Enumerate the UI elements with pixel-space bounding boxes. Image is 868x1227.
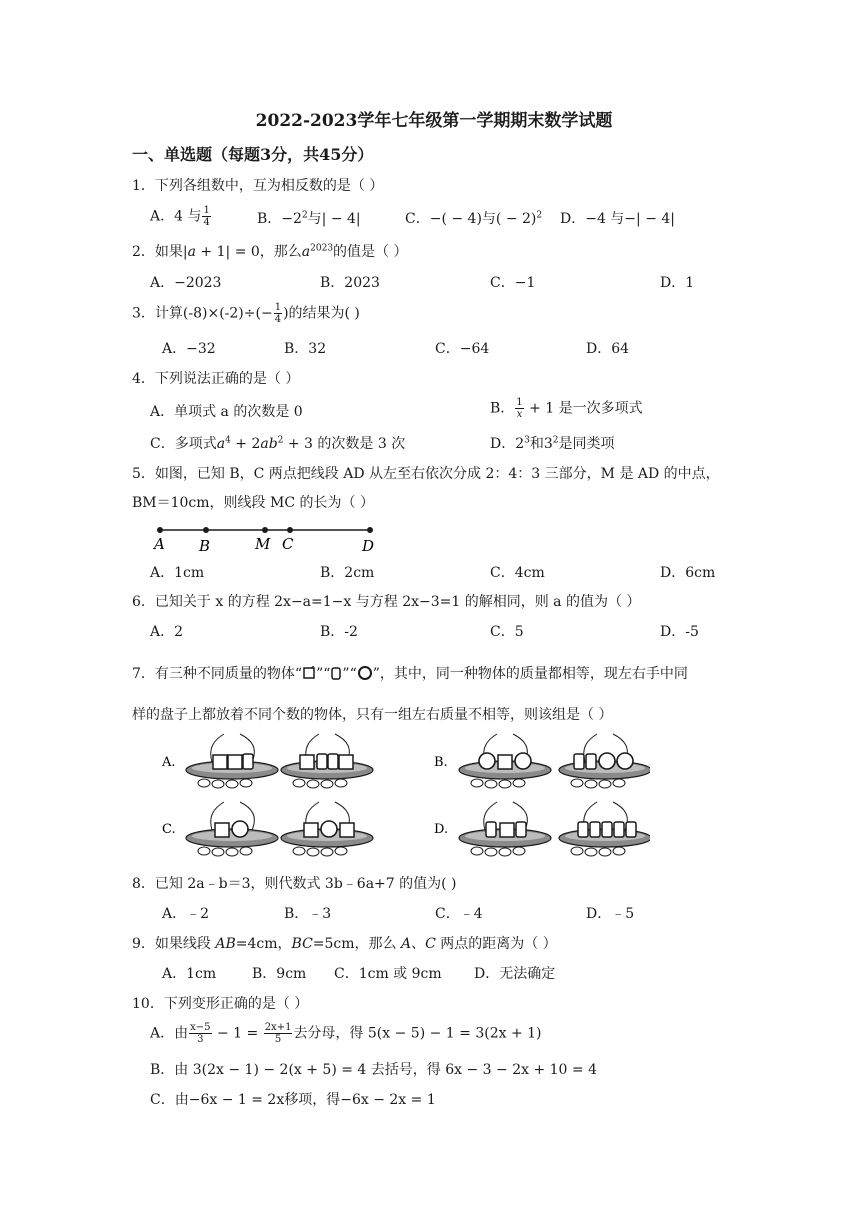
question-3-stem: 3．计算(-8)×(-2)÷(− $\frac{1}{4}$ )的结果为( ) — [132, 302, 360, 325]
plate-d-left — [459, 802, 551, 856]
label-b: B — [199, 537, 211, 554]
cylinder-icon — [330, 666, 342, 680]
question-5-option-a: A．1cm — [150, 565, 205, 581]
question-5-option-d: D．6cm — [660, 565, 716, 581]
label-m: M — [255, 535, 271, 553]
question-6-option-c: C．5 — [490, 624, 524, 640]
plate-a-left — [186, 734, 278, 788]
plate-b-left — [459, 734, 551, 788]
plate-c-right — [281, 802, 373, 856]
question-2-option-a: A．−2023 — [150, 275, 222, 291]
question-3-option-b: B．32 — [284, 341, 327, 357]
question-8-option-d: D．﹣5 — [586, 906, 635, 922]
question-2-option-d: D．1 — [660, 275, 695, 291]
figure-label-a: A. — [162, 755, 176, 770]
sphere-icon — [357, 665, 373, 681]
question-7-stem-line2: 样的盘子上都放着不同个数的物体，只有一组左右质量不相等，则该组是（ ） — [132, 707, 613, 723]
question-2-option-c: C．−1 — [490, 275, 536, 291]
page-title: 2022-2023学年七年级第一学期期末数学试题 — [255, 111, 613, 131]
plate-c-left — [186, 802, 278, 856]
plate-d-right — [559, 802, 650, 856]
point-d — [367, 527, 373, 533]
question-1-option-c: C．−( − 4)与( − 2)$^2$ — [405, 210, 543, 227]
question-10-option-b: B．由 3(2x − 1) − 2(x + 5) = 4 去括号，得 6x − 3 − 2x + 10 = 4 — [150, 1062, 598, 1078]
question-3-option-c: C．−64 — [435, 341, 490, 357]
section-heading: 一、单选题（每题3分，共45分） — [132, 145, 374, 164]
question-10-stem: 10．下列变形正确的是（ ） — [132, 996, 309, 1012]
question-2-option-b: B．2023 — [320, 275, 380, 291]
question-8-option-a: A．﹣2 — [162, 906, 210, 922]
point-a — [157, 527, 163, 533]
question-6-option-b: B．-2 — [320, 624, 358, 640]
cube-icon — [302, 666, 316, 680]
question-6-stem: 6．已知关于 x 的方程 2x−a=1−x 与方程 2x−3=1 的解相同，则 a 的值为（ ） — [132, 594, 641, 610]
segment-diagram — [148, 518, 388, 554]
question-6-option-d: D．-5 — [660, 624, 699, 640]
question-1-option-a: A．4 与 $\frac{1}{4}$ — [150, 205, 210, 228]
question-1-stem: 1．下列各组数中，互为相反数的是（ ） — [132, 178, 384, 194]
question-6-option-a: A．2 — [150, 624, 184, 640]
point-m — [262, 527, 268, 533]
question-8-stem: 8．已知 2a﹣b＝3，则代数式 3b﹣6a+7 的值为( ) — [132, 876, 457, 892]
question-4-option-d: D．$2^3$和$3^2$是同类项 — [490, 435, 615, 452]
question-4-option-a: A．单项式 a 的次数是 0 — [150, 404, 303, 420]
question-9-option-b: B．9cm — [252, 966, 307, 982]
question-5-option-b: B．2cm — [320, 565, 375, 581]
question-5-stem-line2: BM＝10cm，则线段 MC 的长为（ ） — [132, 495, 374, 511]
question-5-option-c: C．4cm — [490, 565, 545, 581]
question-9-option-a: A．1cm — [162, 966, 217, 982]
figure-label-b: B. — [434, 755, 448, 770]
figure-label-c: C. — [162, 822, 176, 837]
question-1-option-b: B．$-2^2$与| − 4| — [257, 210, 361, 227]
label-a: A — [154, 535, 165, 553]
question-9-option-d: D．无法确定 — [474, 966, 556, 982]
question-4-option-c: C．多项式$a^4 + 2ab^2 + 3$ 的次数是 3 次 — [150, 435, 406, 452]
question-4-stem: 4．下列说法正确的是（ ） — [132, 371, 300, 387]
question-1-option-d: D．−4 与−| − 4| — [560, 211, 676, 227]
question-4-option-b: B． $\frac{1}{x}$ + 1 是一次多项式 — [490, 397, 643, 420]
question-9-option-c: C．1cm 或 9cm — [334, 966, 442, 982]
label-d: D — [362, 537, 375, 554]
label-c: C — [282, 535, 294, 553]
balance-plates-figure — [150, 728, 650, 858]
question-3-option-a: A．−32 — [162, 341, 216, 357]
question-10-option-a: A．由 $\frac{x-5}{3}$ − 1 = $\frac{2x+1}{5}$ 去分母，得 5(x − 5) − 1 = 3(2x + 1) — [150, 1022, 542, 1045]
question-10-option-c: C．由−6x − 1 = 2x移项，得−6x − 2x = 1 — [150, 1092, 436, 1108]
figure-label-d: D. — [434, 822, 449, 837]
question-9-stem: 9．如果线段 AB=4cm，BC=5cm，那么 A、C 两点的距离为（ ） — [132, 936, 557, 952]
question-2-stem: 2．如果|a + 1| = 0，那么$a^{2023}$的值是（ ） — [132, 243, 408, 260]
question-8-option-c: C．﹣4 — [435, 906, 483, 922]
question-8-option-b: B．﹣3 — [284, 906, 332, 922]
point-c — [287, 527, 293, 533]
question-7-stem-line1: 7．有三种不同质量的物体“ ”“ ”“ ”，其中，同一种物体的质量都相等，现左右手中同 — [132, 666, 688, 682]
point-b — [203, 527, 209, 533]
plate-b-right — [559, 734, 650, 788]
question-5-stem-line1: 5．如图，已知 B，C 两点把线段 AD 从左至右依次分成 2：4：3 三部分，M 是 AD 的中点， — [132, 466, 720, 482]
question-3-option-d: D．64 — [586, 341, 630, 357]
plate-a-right — [281, 734, 373, 788]
